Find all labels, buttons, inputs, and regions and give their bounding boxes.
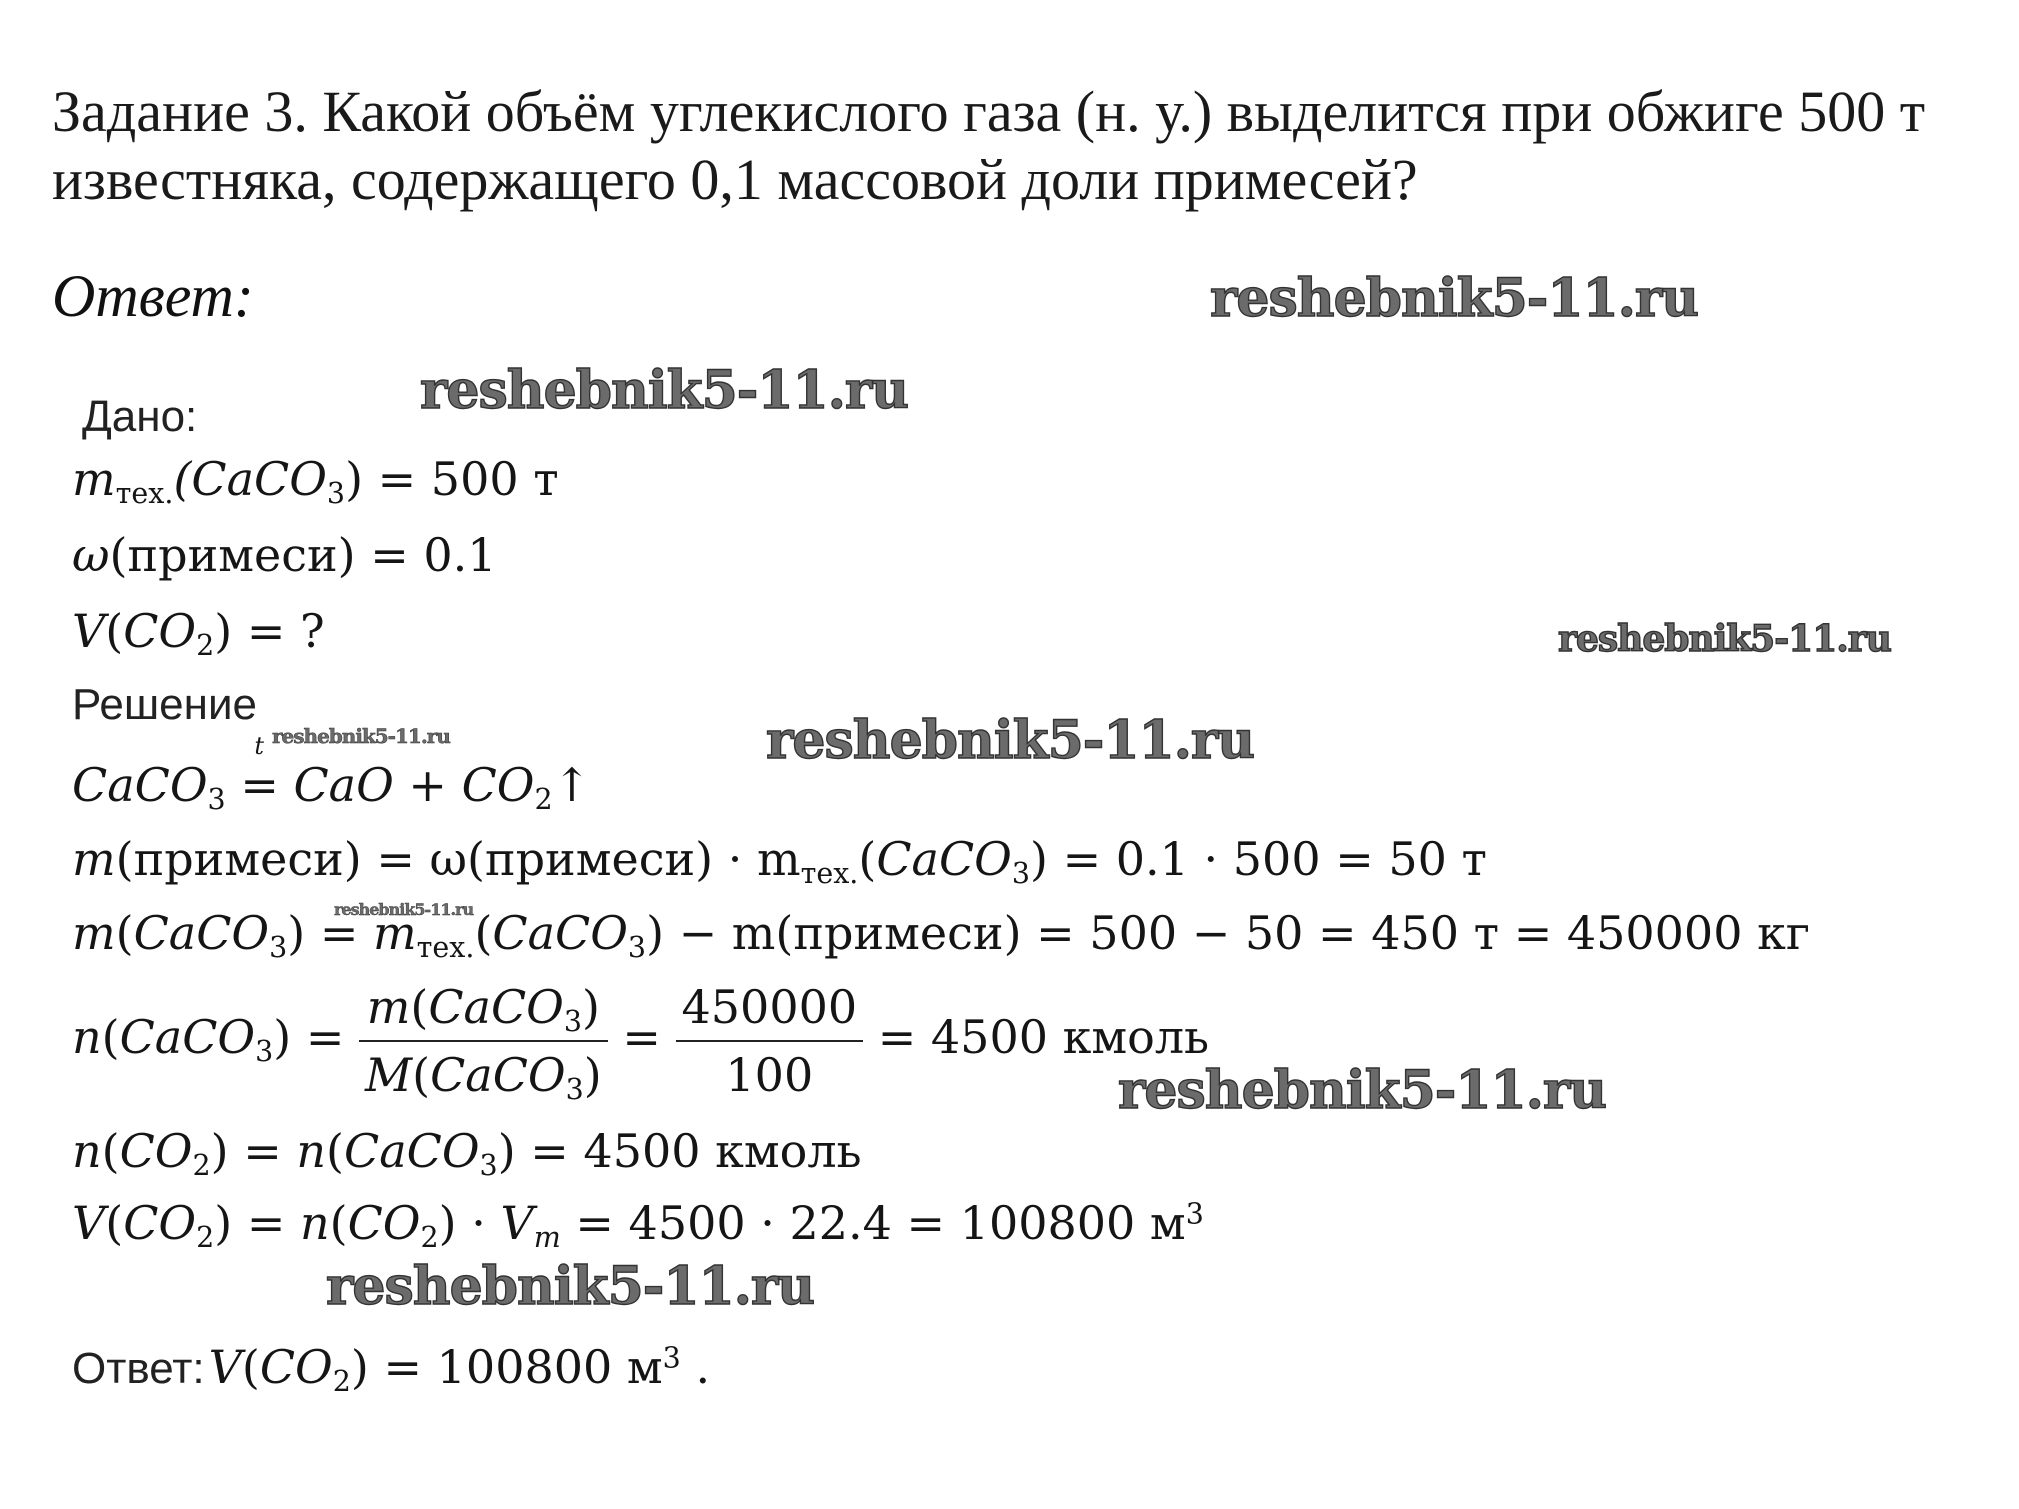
task-statement [52,78,1925,214]
reaction-equation: CaCO$_3$ = t CaO + $CO_2↑$ [72,732,592,816]
watermark: reshebnik5-11.ru [420,360,909,421]
task-line-2: известняка, содержащего 0,1 массовой доли примесей? [52,147,1418,212]
impurity-mass-equation: m(примеси) = ω(примеси) · $m_{тех.}(CaCO_3) = 0.1 \cdot 500 = 50$ т [72,832,1487,890]
watermark: reshebnik5-11.ru [1210,268,1699,329]
watermark: reshebnik5-11.ru [334,900,474,919]
reaction-products: CaO + CO [278,758,535,812]
reaction-condition: t [254,732,264,760]
final-answer: Ответ: $V(CO_2) = 100800$ $м^3$ . [72,1340,711,1398]
moles-equation: n(CaCO$_3$) = $\frac{m(CaCO_3)}{M(CaCO_3)}$ = $\frac{450000}{100}$ = 4500 кмоль [72,980,1210,1106]
given-impurity: ω(примеси) = 0.1 [72,528,497,582]
watermark: reshebnik5-11.ru [326,1256,815,1317]
co2-volume-equation: $V(CO_2) = n(CO_2) \cdot V_m = 4500 \cdot 22.4 = 100800$ $м^3$ [72,1196,1204,1254]
molar-fraction: $\frac{m(CaCO_3)}{M(CaCO_3)}$ [359,980,608,1102]
final-answer-label: Ответ: [72,1344,205,1393]
moles-result: = 4500 кмоль [877,1010,1210,1064]
given-impurity-value: (примеси) = 0.1 [109,528,497,582]
given-volume-value: ) = ? [214,604,325,658]
watermark: reshebnik5-11.ru [766,710,1255,771]
task-line-1: Задание 3. Какой объём углекислого газа (н. у.) выделится при обжиге 500 т [52,79,1926,144]
given-mass-value: ) = 500 т [345,452,559,506]
gas-arrow: ↑ [552,758,592,812]
given-mass: $m_{тех.}(CaCO_3) = 500$ т [72,452,559,510]
given-mass-formula: (CaCO [173,452,327,506]
given-volume: $V(CO_2)$ = ? [72,604,325,662]
solution-label: Решение [72,680,258,729]
watermark: reshebnik5-11.ru [272,724,450,748]
pure-mass-equation: m(CaCO$_3$) = $m_{тех.}(CaCO_3)$ − m(примеси) = 500 − 50 = 450 т = 450000 кг [72,906,1810,964]
given-mass-subscript: тех. [115,476,174,510]
given-label: Дано: [82,392,198,441]
watermark: reshebnik5-11.ru [1118,1060,1607,1121]
numeric-fraction: $\frac{450000}{100}$ [676,980,864,1102]
answer-heading: Ответ: [52,263,254,329]
co2-moles-equation: $n(CO_2)$ = n(CaCO$_3$) = 4500 кмоль [72,1124,862,1182]
watermark: reshebnik5-11.ru [1558,618,1891,660]
